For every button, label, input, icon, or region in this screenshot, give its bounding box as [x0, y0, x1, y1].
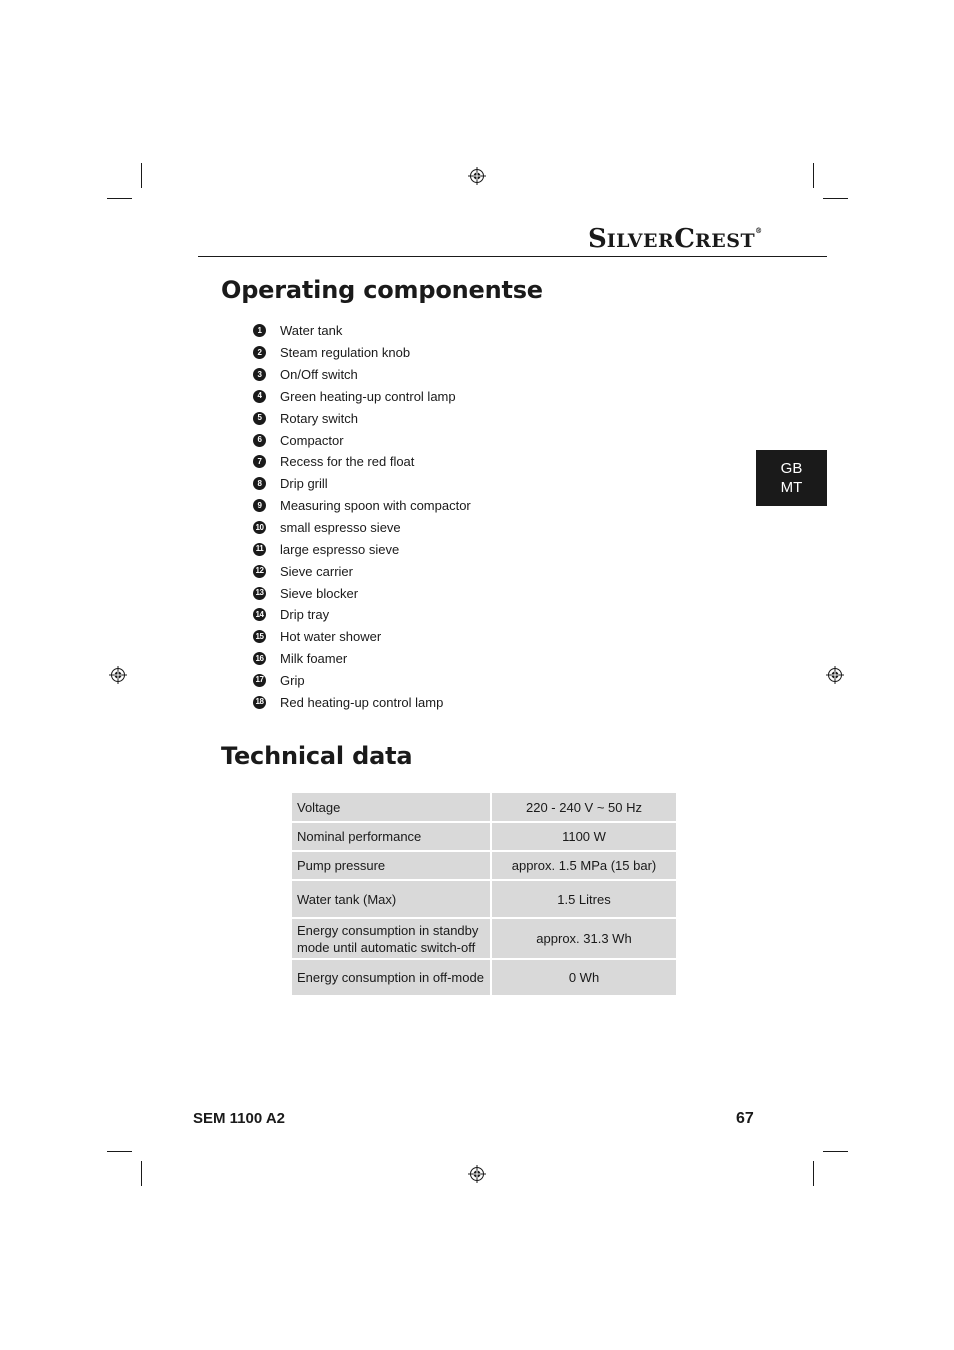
item-label: Rotary switch: [280, 410, 359, 426]
crop-mark: [813, 1161, 814, 1186]
item-label: Sieve blocker: [280, 585, 359, 601]
registration-mark-icon: [109, 666, 127, 684]
list-item: [253, 495, 471, 517]
item-label: Compactor: [280, 432, 344, 448]
list-item: [253, 538, 471, 560]
item-label: Recess for the red float: [280, 454, 415, 470]
operating-components-title: Operating componentse: [221, 276, 543, 304]
item-number-badge: 5: [253, 412, 266, 425]
item-number-badge: 8: [253, 477, 266, 490]
item-number-badge: 7: [253, 455, 266, 468]
item-label: Hot water shower: [280, 629, 382, 645]
language-tab: [756, 450, 827, 506]
crop-mark: [107, 198, 132, 199]
list-item: [253, 386, 471, 408]
value-cell: approx. 1.5 MPa (15 bar): [491, 851, 677, 880]
item-label: Green heating-up control lamp: [280, 388, 456, 404]
item-number-badge: 18: [253, 696, 266, 709]
item-number-badge: 3: [253, 368, 266, 381]
table-row: [291, 822, 677, 851]
item-label: Grip: [280, 672, 305, 688]
crop-mark: [141, 163, 142, 188]
item-number-badge: 9: [253, 499, 266, 512]
value-cell: 0 Wh: [491, 959, 677, 996]
crop-mark: [107, 1151, 132, 1152]
item-label: Red heating-up control lamp: [280, 694, 444, 710]
technical-data-title: Technical data: [221, 742, 413, 770]
item-number-badge: 4: [253, 390, 266, 403]
list-item: [253, 320, 471, 342]
crop-mark: [813, 163, 814, 188]
crop-mark: [141, 1161, 142, 1186]
list-item: [253, 582, 471, 604]
item-label: Water tank: [280, 323, 343, 339]
list-item: [253, 342, 471, 364]
value-cell: 1100 W: [491, 822, 677, 851]
item-number-badge: 15: [253, 630, 266, 643]
registration-mark-icon: [468, 1165, 486, 1183]
list-item: [253, 626, 471, 648]
table-row: [291, 880, 677, 918]
list-item: [253, 407, 471, 429]
list-item: [253, 517, 471, 539]
parameter-label: Energy consumption in standby: [297, 922, 479, 938]
parameter-cell: [291, 959, 491, 996]
value-cell: 220 - 240 V ~ 50 Hz: [491, 792, 677, 822]
parameter-label: mode until automatic switch-off: [297, 939, 476, 955]
model-number: SEM 1100 A2: [193, 1110, 285, 1127]
brand-logo: SILVERCREST®: [588, 224, 763, 254]
component-list: [253, 320, 471, 713]
table-row: [291, 792, 677, 822]
header-rule: [198, 256, 827, 257]
list-item: [253, 604, 471, 626]
value-cell: 1.5 Litres: [491, 880, 677, 918]
item-number-badge: 12: [253, 565, 266, 578]
item-number-badge: 14: [253, 608, 266, 621]
table-row: [291, 918, 677, 959]
parameter-cell: [291, 918, 491, 959]
item-label: Sieve carrier: [280, 563, 353, 579]
item-number-badge: 1: [253, 324, 266, 337]
list-item: [253, 451, 471, 473]
item-number-badge: 13: [253, 587, 266, 600]
parameter-label: Energy consumption in off-mode: [297, 970, 484, 985]
list-item: [253, 560, 471, 582]
page-number: 67: [736, 1110, 754, 1127]
item-label: Measuring spoon with compactor: [280, 498, 471, 514]
item-label: large espresso sieve: [280, 541, 400, 557]
item-label: Drip grill: [280, 476, 328, 492]
item-number-badge: 6: [253, 434, 266, 447]
parameter-cell: [291, 822, 491, 851]
value-cell: approx. 31.3 Wh: [491, 918, 677, 959]
parameter-label: Voltage: [297, 799, 341, 815]
parameter-label: Water tank (Max): [297, 891, 397, 907]
parameter-cell: [291, 880, 491, 918]
item-label: Drip tray: [280, 607, 330, 623]
item-number-badge: 17: [253, 674, 266, 687]
list-item: [253, 691, 471, 713]
list-item: [253, 473, 471, 495]
crop-mark: [823, 1151, 848, 1152]
item-label: small espresso sieve: [280, 520, 401, 536]
item-label: Milk foamer: [280, 651, 348, 667]
table-row: [291, 959, 677, 996]
item-label: Steam regulation knob: [280, 345, 411, 361]
list-item: [253, 670, 471, 692]
item-number-badge: 10: [253, 521, 266, 534]
registration-mark-icon: [468, 167, 486, 185]
parameter-cell: [291, 851, 491, 880]
list-item: [253, 364, 471, 386]
language-code: GB: [780, 460, 803, 477]
item-label: On/Off switch: [280, 367, 358, 383]
table-row: [291, 851, 677, 880]
crop-mark: [823, 198, 848, 199]
list-item: [253, 429, 471, 451]
technical-data-table: [290, 791, 678, 997]
registration-mark-icon: [826, 666, 844, 684]
item-number-badge: 16: [253, 652, 266, 665]
parameter-label: Pump pressure: [297, 858, 386, 873]
item-number-badge: 11: [253, 543, 266, 556]
language-code: MT: [780, 479, 803, 496]
item-number-badge: 2: [253, 346, 266, 359]
parameter-cell: [291, 792, 491, 822]
list-item: [253, 648, 471, 670]
parameter-label: Nominal performance: [297, 829, 422, 844]
